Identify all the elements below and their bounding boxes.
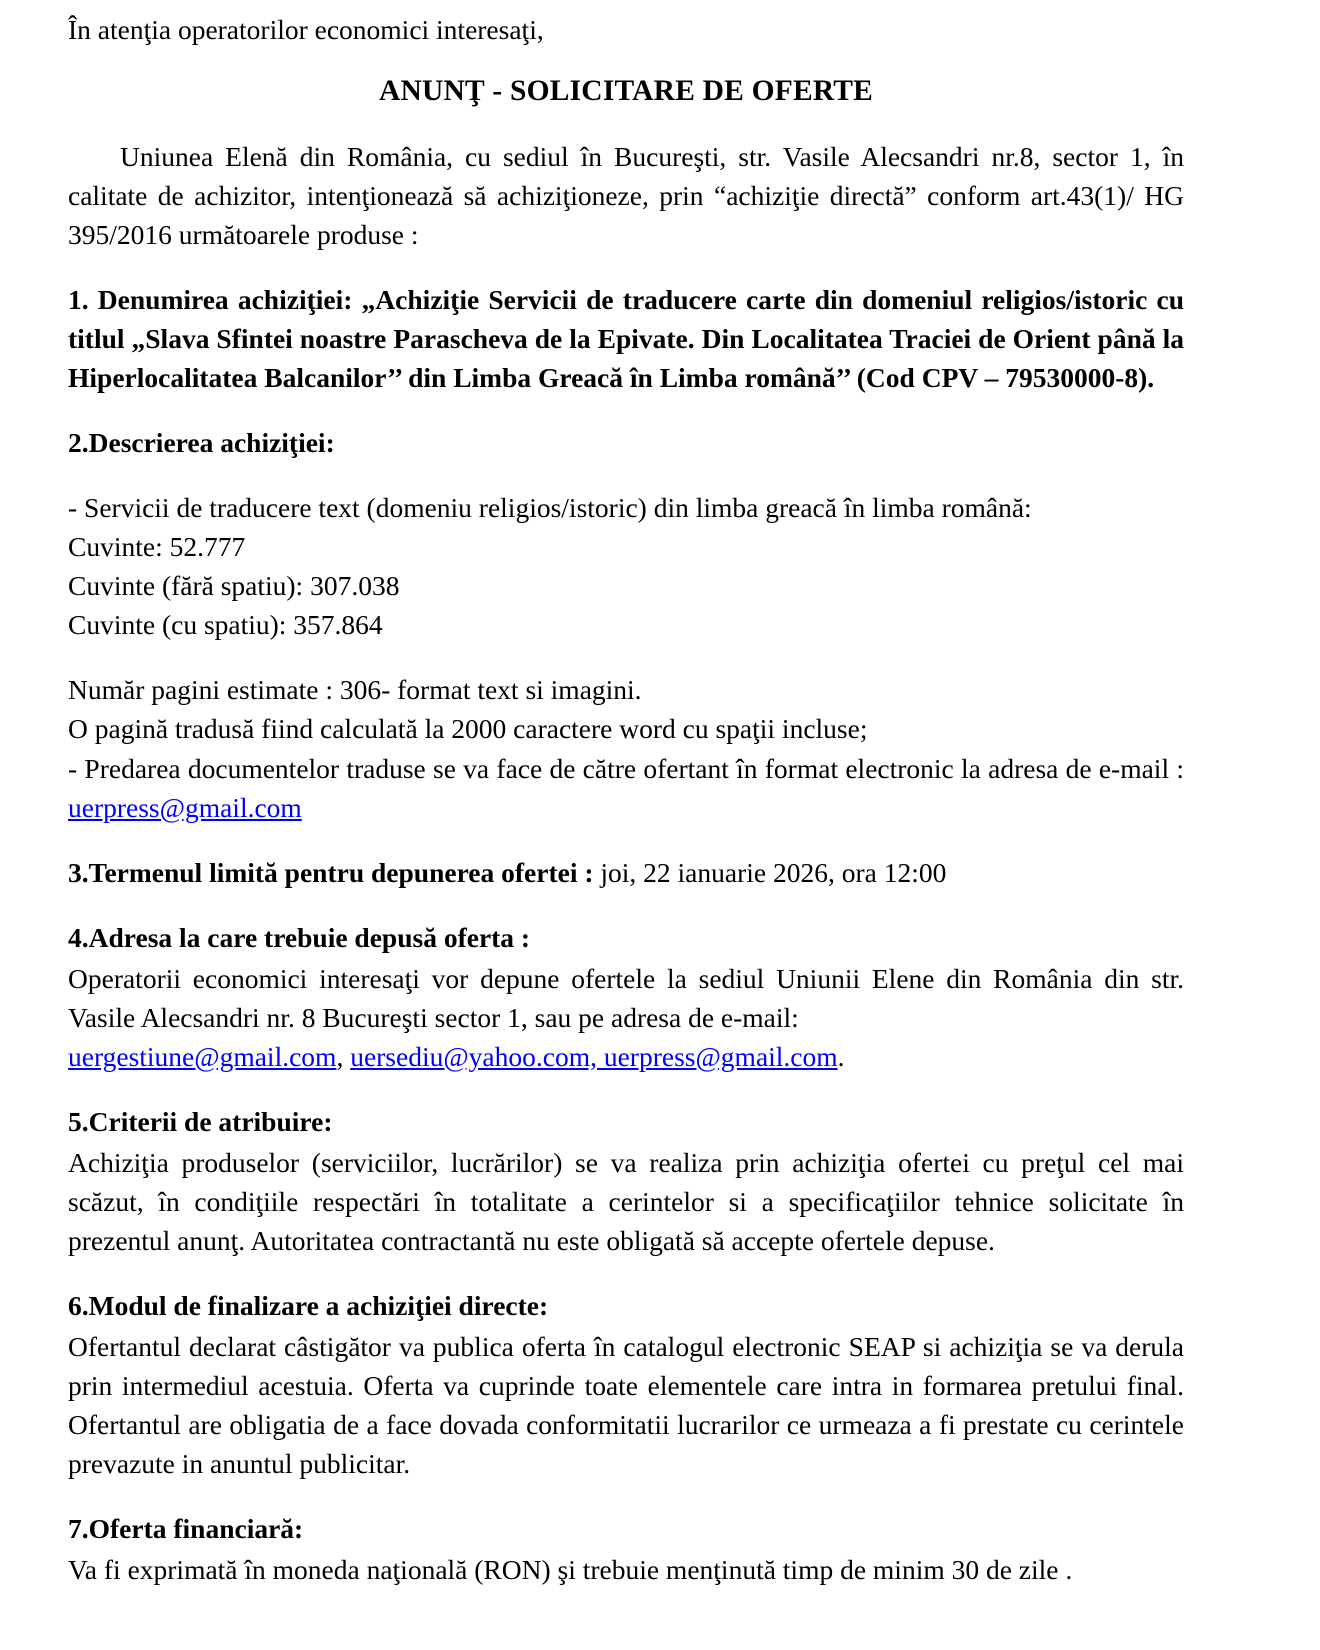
section-2-delivery-line	[68, 749, 1184, 827]
section-2-pages-and-delivery	[68, 670, 1184, 826]
section-4-email-line	[68, 1037, 1184, 1076]
section-2-words: Cuvinte: 52.777	[68, 531, 246, 563]
email-line-trailing-period: .	[837, 1040, 845, 1072]
section-2-delivery-text: - Predarea documentelor traduse se va face de către ofertant în format electronic la adresa de e-mail :	[68, 752, 1184, 784]
delivery-email-link[interactable]: uerpress@gmail.com	[68, 791, 302, 823]
section-2-words-no-space: Cuvinte (fără spatiu): 307.038	[68, 570, 400, 602]
section-7-body: Va fi exprimată în moneda naţională (RON) şi trebuie menţinută timp de minim 30 de zile .	[68, 1554, 1073, 1586]
section-6-heading: 6.Modul de finalizare a achiziţiei directe:	[68, 1290, 549, 1322]
lead-paragraph: Uniunea Elenă din România, cu sediul în Bucureşti, str. Vasile Alecsandri nr.8, sector 1, în calitate de achizitor, intenţionează să achiziţioneze, prin “achiziţie directă” conform art.43(1)/ HG 395/2016 următoarele produse :	[68, 140, 1184, 251]
section-2-page-calculation: O pagină tradusă fiind calculată la 2000 caractere word cu spaţii incluse;	[68, 713, 868, 745]
section-4-heading: 4.Adresa la care trebuie depusă oferta :	[68, 921, 531, 953]
document-body	[68, 10, 1184, 1589]
section-2-pages-estimate: Număr pagini estimate : 306- format text si imagini.	[68, 674, 642, 706]
section-5-heading: 5.Criterii de atribuire:	[68, 1105, 333, 1137]
submission-email-link-2[interactable]: uersediu@yahoo.com, uerpress@gmail.com	[350, 1040, 838, 1072]
section-3-heading: 3.Termenul limită pentru depunerea ofertei :	[68, 856, 601, 888]
email-separator: ,	[336, 1040, 351, 1072]
section-7-heading: 7.Oferta financiară:	[68, 1513, 304, 1545]
section-3-deadline-value: joi, 22 ianuarie 2026, ora 12:00	[600, 856, 947, 888]
section-5-body: Achiziţia produselor (serviciilor, lucrărilor) se va realiza prin achiziţia ofertei cu preţul cel mai scăzut, în condiţiile respectări în totalitate a cerintelor si a specificaţiilor tehnice solicitate în prezentul anunţ. Autoritatea contractantă nu este obligată să accepte ofertele depuse.	[68, 1146, 1184, 1256]
section-3-line	[68, 853, 1184, 892]
section-1-denumirea-achizitiei: 1. Denumirea achiziţiei: „Achiziţie Servicii de traducere carte din domeniul religios/istoric cu titlul „Slava Sfintei noastre Parascheva de la Epivate. Din Localitatea Traciei de Orient până la Hiperlocalitatea Balcanilor’’ din Limba Greacă în Limba română’’ (Cod CPV – 79530000-8).	[68, 284, 1184, 394]
section-2-words-with-space: Cuvinte (cu spatiu): 357.864	[68, 609, 383, 641]
section-4-body: Operatorii economici interesaţi vor depune ofertele la sediul Uniunii Elene din România din str. Vasile Alecsandri nr. 8 Bucureşti sector 1, sau pe adresa de e-mail:	[68, 962, 1184, 1033]
section-2-heading: 2.Descrierea achiziţiei:	[68, 427, 335, 459]
section-2-word-counts	[68, 488, 1184, 644]
section-6-body: Ofertantul declarat câstigător va publica oferta în catalogul electronic SEAP si achiziţia se va derula prin intermediul acestuia. Oferta va cuprinde toate elementele care intra in formarea pretului final. Ofertantul are obligatia de a face dovada conformitatii lucrarilor ce urmeaza a fi prestate cu cerintele prevazute in anuntul publicitar.	[68, 1331, 1184, 1480]
section-2-service-line: - Servicii de traducere text (domeniu religios/istoric) din limba greacă în limba română:	[68, 492, 1032, 524]
submission-email-link-1[interactable]: uergestiune@gmail.com	[68, 1040, 337, 1072]
intro-salutation: În atenţia operatorilor economici interesaţi,	[68, 14, 544, 45]
document-title: ANUNŢ - SOLICITARE DE OFERTE	[378, 75, 874, 108]
